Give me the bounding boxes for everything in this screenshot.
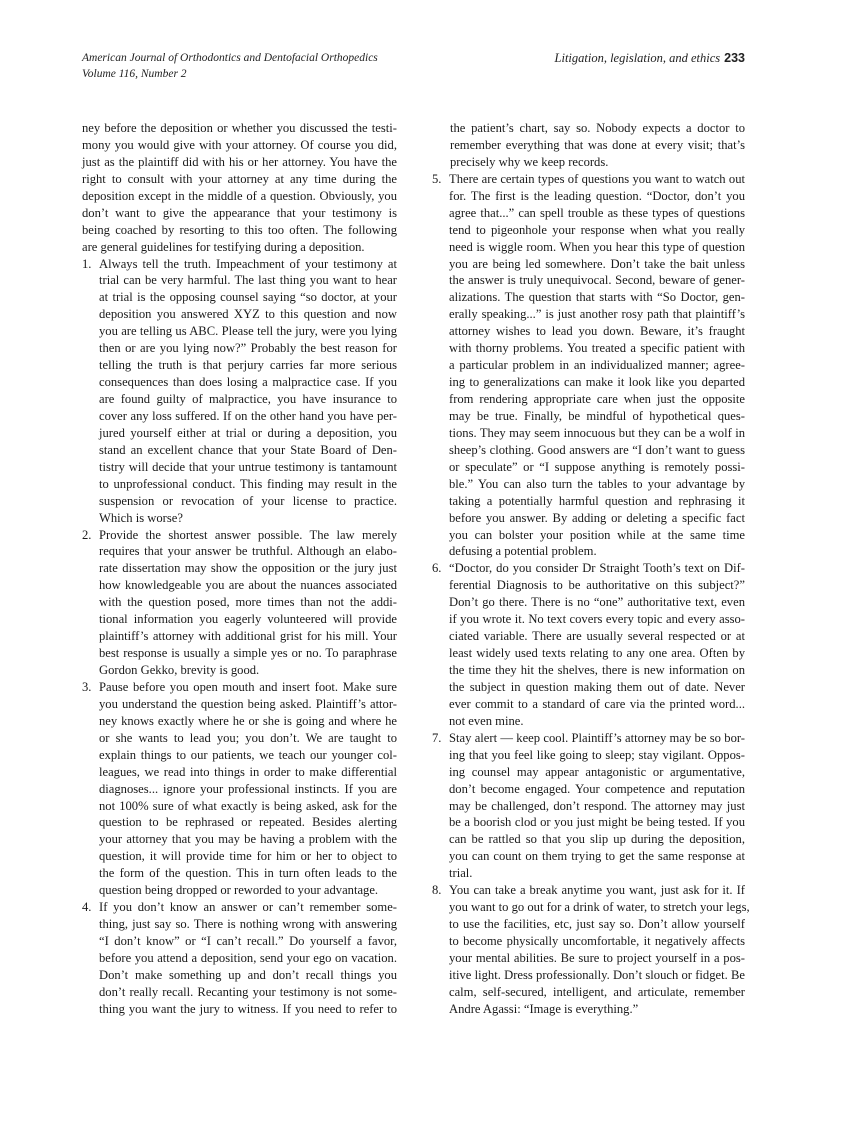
text-line: Don’t go there. There is no “one” authoritative text, even xyxy=(449,595,745,610)
text-line: Provide the shortest answer possible. The law merely xyxy=(99,527,397,542)
text-line: There are certain types of questions you want to watch out xyxy=(449,171,745,186)
text-line: explain things to our patients, we teach our younger col- xyxy=(99,747,397,762)
text-line: you can count on them trying to get the same response at xyxy=(449,849,745,864)
section-title: Litigation, legislation, and ethics xyxy=(554,51,721,65)
text-line: just as the plaintiff did with his or her attorney. You have the xyxy=(82,154,397,169)
text-line: deposition you answered XYZ to this question and now xyxy=(99,307,397,322)
text-line: Gordon Gekko, brevity is good. xyxy=(99,663,260,677)
page-number: 233 xyxy=(724,51,745,65)
text-line: tend to pigeonhole your response when what you really xyxy=(449,222,745,237)
list-item xyxy=(82,899,397,1018)
journal-title: American Journal of Orthodontics and Dentofacial Orthopedics xyxy=(82,52,378,64)
text-line: consequences than does losing a malpractice case. If you xyxy=(99,375,397,390)
text-line: ferential Diagnosis to be authoritative on this subject?” xyxy=(449,578,745,593)
right-column xyxy=(432,120,750,1018)
text-line: alizations. The question that starts with “So Doctor, gen- xyxy=(449,290,745,305)
text-line: precisely why we keep records. xyxy=(450,154,609,169)
intro-paragraph xyxy=(82,120,397,256)
text-line: your mental abilities. Be sure to project yourself in a pos- xyxy=(449,950,745,965)
text-line: trial. xyxy=(449,866,473,881)
text-line: “Doctor, do you consider Dr Straight Tooth’s text on Dif- xyxy=(449,561,745,576)
text-line: Pause before you open mouth and insert foot. Make sure xyxy=(99,679,397,694)
text-line: not 100% sure of what exactly is being asked, ask for the xyxy=(99,798,397,813)
list-item-number: 7. xyxy=(432,730,442,745)
text-line: if you wrote it. No text covers every topic and every asso- xyxy=(449,612,745,627)
text-line: telling the truth is that perjury carries far more serious xyxy=(99,358,397,373)
list-item xyxy=(432,882,750,1018)
text-line: Andre Agassi: “Image is everything.” xyxy=(449,1001,639,1016)
text-line: ney knows exactly where he or she is going and where he xyxy=(99,713,397,728)
text-line: question being dropped or reworded to your advantage. xyxy=(99,883,379,898)
text-line: trial can be very harmful. The last thing you want to hear xyxy=(99,273,397,288)
list-item xyxy=(432,171,745,561)
text-line: You can take a break anytime you want, just ask for it. If xyxy=(449,883,745,898)
text-line: question, it will provide time for him or her to object to xyxy=(99,849,397,864)
text-line: least widely used texts relating to any one area. Often by xyxy=(449,646,745,661)
text-line: to become physically uncomfortable, it negatively affects xyxy=(449,934,745,948)
text-line: your attorney that you may be having a problem with the xyxy=(99,832,397,847)
text-line: you want to go out for a drink of water, to stretch your legs, xyxy=(449,900,750,915)
text-line: can be rattled so that you slip up during the deposition, xyxy=(449,832,745,847)
continued-paragraph xyxy=(432,120,745,171)
text-line: ney before the deposition or whether you discussed the testi- xyxy=(82,121,397,135)
text-line: Always tell the truth. Impeachment of your testimony at xyxy=(99,256,397,271)
text-line: rate dissertation may show the opposition or the jury just xyxy=(99,561,397,576)
text-line: best response is usually a simple yes or no. To paraphrase xyxy=(99,646,397,661)
text-line: erally speaking...” is just another rosy path that plaintiff’s xyxy=(449,307,745,322)
text-line: to use the facilities, etc, just say so. Don’t allow yourself xyxy=(449,917,745,932)
text-line: before you attend a deposition, send your ego on vacation. xyxy=(99,950,397,965)
text-line: at trial is the opposing counsel saying “so doctor, at your xyxy=(99,290,397,305)
text-line: don’t become engaged. Your competence and reputation xyxy=(449,781,745,796)
text-line: Don’t make something up and don’t recall things you xyxy=(99,967,397,982)
list-item xyxy=(82,256,397,527)
list-item-number: 2. xyxy=(82,527,92,542)
list-item-number: 6. xyxy=(432,561,442,576)
text-line: tional information you eagerly volunteered will provide xyxy=(99,612,397,627)
text-line: with the question posed, more times than not the addi- xyxy=(99,595,397,610)
text-line: being coached by resorting to this too often. The following xyxy=(82,222,397,237)
text-line: question to be rephrased or repeated. Besides alerting xyxy=(99,815,397,830)
text-line: jured yourself either at trial or during a deposition, you xyxy=(99,425,397,440)
text-line: sheep’s clothing. Good answers are “I don’t want to guess xyxy=(449,442,745,457)
text-line: stand an excellent chance that your State Board of Den- xyxy=(99,442,397,457)
text-line: or she wants to lead you; you don’t. We are taught to xyxy=(99,730,397,745)
text-line: diagnoses... ignore your professional instincts. If you are xyxy=(99,781,397,796)
text-line: a particular problem in an individualized manner; agree- xyxy=(449,358,745,373)
list-item-number: 1. xyxy=(82,256,92,271)
text-line: thing, just say so. There is nothing wrong with answering xyxy=(99,917,397,932)
text-line: before you answer. By adding or deleting a specific fact xyxy=(449,510,745,525)
list-item-number: 3. xyxy=(82,679,92,694)
text-line: leagues, we read into things in order to make differential xyxy=(99,764,397,779)
text-line: to unprofessional conduct. This finding may result in the xyxy=(99,476,397,491)
text-line: taking a potentially harmful question and rephrasing it xyxy=(449,493,745,508)
text-line: Stay alert — keep cool. Plaintiff’s attorney may be so bor- xyxy=(449,730,745,745)
text-line: you understand the question being asked. Plaintiff’s attor- xyxy=(99,696,397,711)
text-line: ing that you feel like going to sleep; stay vigilant. Oppos- xyxy=(449,747,745,762)
text-line: calm, self-secured, intelligent, and articulate, remember xyxy=(449,984,745,999)
left-column xyxy=(82,120,397,1018)
text-line: don’t want to give the appearance that your testimony is xyxy=(82,205,397,220)
running-header-right xyxy=(555,50,745,66)
text-line: right to consult with your attorney at any time during the xyxy=(82,171,397,186)
text-line: agree that...” can spell trouble as these types of questions xyxy=(449,205,745,220)
text-line: tistry will decide that your untrue testimony is tantamount xyxy=(99,459,397,474)
list-item-number: 4. xyxy=(82,900,92,915)
text-line: cover any loss suffered. If on the other hand you have per- xyxy=(99,408,397,423)
text-line: deposition except in the middle of a question. Obviously, you xyxy=(82,188,397,203)
journal-volume: Volume 116, Number 2 xyxy=(82,68,187,80)
text-line: not even mine. xyxy=(449,713,524,728)
text-line: Which is worse? xyxy=(99,510,183,525)
text-line: you are telling us ABC. Please tell the jury, were you lying xyxy=(99,324,397,339)
text-line: from rendering appropriate care when just the opposite xyxy=(449,392,745,406)
list-item xyxy=(432,560,745,729)
list-item-number: 8. xyxy=(432,883,442,898)
text-line: If you don’t know an answer or can’t remember some- xyxy=(99,900,397,915)
text-line: are found guilty of malpractice, you have insurance to xyxy=(99,392,397,406)
text-line: ever commit to a standard of care via the printed word... xyxy=(449,696,745,711)
text-line: thing you want the jury to witness. If you need to refer to xyxy=(99,1001,397,1016)
text-line: remember everything that was done at every visit; that’s xyxy=(450,137,745,152)
list-item-number: 5. xyxy=(432,171,442,186)
text-line: tions. They may seem innocuous but they can be a wolf in xyxy=(449,425,745,440)
text-line: or speculate” or “I suppose anything is remotely possi- xyxy=(449,459,745,474)
text-line: ing counsel may appear antagonistic or argumentative, xyxy=(449,764,745,779)
text-line: plaintiff’s attorney with additional grist for his mill. Your xyxy=(99,629,397,644)
text-line: ble.” You can also turn the tables to your advantage by xyxy=(449,476,745,491)
list-item xyxy=(82,679,397,899)
text-line: you can bolster your position while at the same time xyxy=(449,527,745,542)
list-item xyxy=(82,527,397,679)
text-line: the time they hit the shelves, there is new information on xyxy=(449,663,745,677)
text-line: mony you would give with your attorney. Of course you did, xyxy=(82,137,397,152)
text-line: itive light. Dress professionally. Don’t slouch or fidget. Be xyxy=(449,967,745,982)
text-line: may be challenged, don’t respond. The attorney may just xyxy=(449,798,745,813)
text-line: be a boorish clod or you just might be being tested. If you xyxy=(449,815,745,830)
text-line: the subject in question making them out of date. Never xyxy=(449,679,745,694)
text-line: attorney wishes to lead you down. Beware, it’s fraught xyxy=(449,324,745,339)
text-line: suspension or revocation of your license to practice. xyxy=(99,493,397,508)
text-line: are general guidelines for testifying during a deposition. xyxy=(82,239,365,254)
text-line: ing to generalizations can make it look like you departed xyxy=(449,375,745,390)
text-line: need is wiggle room. When you hear this type of question xyxy=(449,239,745,254)
text-line: ciated variable. There are usually several respected or at xyxy=(449,629,745,644)
text-line: the patient’s chart, say so. Nobody expects a doctor to xyxy=(450,121,745,135)
text-line: may be true. Finally, be mindful of hypothetical ques- xyxy=(449,408,745,423)
text-line: don’t really recall. Recanting your testimony is not some- xyxy=(99,984,397,999)
text-line: the form of the question. This in turn often leads to the xyxy=(99,866,397,881)
text-line: for. The first is the leading question. “Doctor, don’t you xyxy=(449,188,745,203)
text-line: then or are you lying now?” Probably the best reason for xyxy=(99,341,397,356)
text-line: the answer is truly unequivocal. Second, beware of gener- xyxy=(449,273,745,288)
text-line: with thorny problems. You treated a specific patient with xyxy=(449,341,745,356)
text-line: you are being led somewhere. Don’t take the bait unless xyxy=(449,256,745,271)
text-line: how knowledgeable you are about the nuances associated xyxy=(99,578,397,593)
text-line: defusing a potential problem. xyxy=(449,544,597,559)
list-item xyxy=(432,730,745,882)
text-line: “I don’t know” or “I can’t recall.” Do yourself a favor, xyxy=(99,934,397,948)
running-header-left xyxy=(82,50,378,82)
text-line: requires that your answer be truthful. Although an elabo- xyxy=(99,544,397,559)
